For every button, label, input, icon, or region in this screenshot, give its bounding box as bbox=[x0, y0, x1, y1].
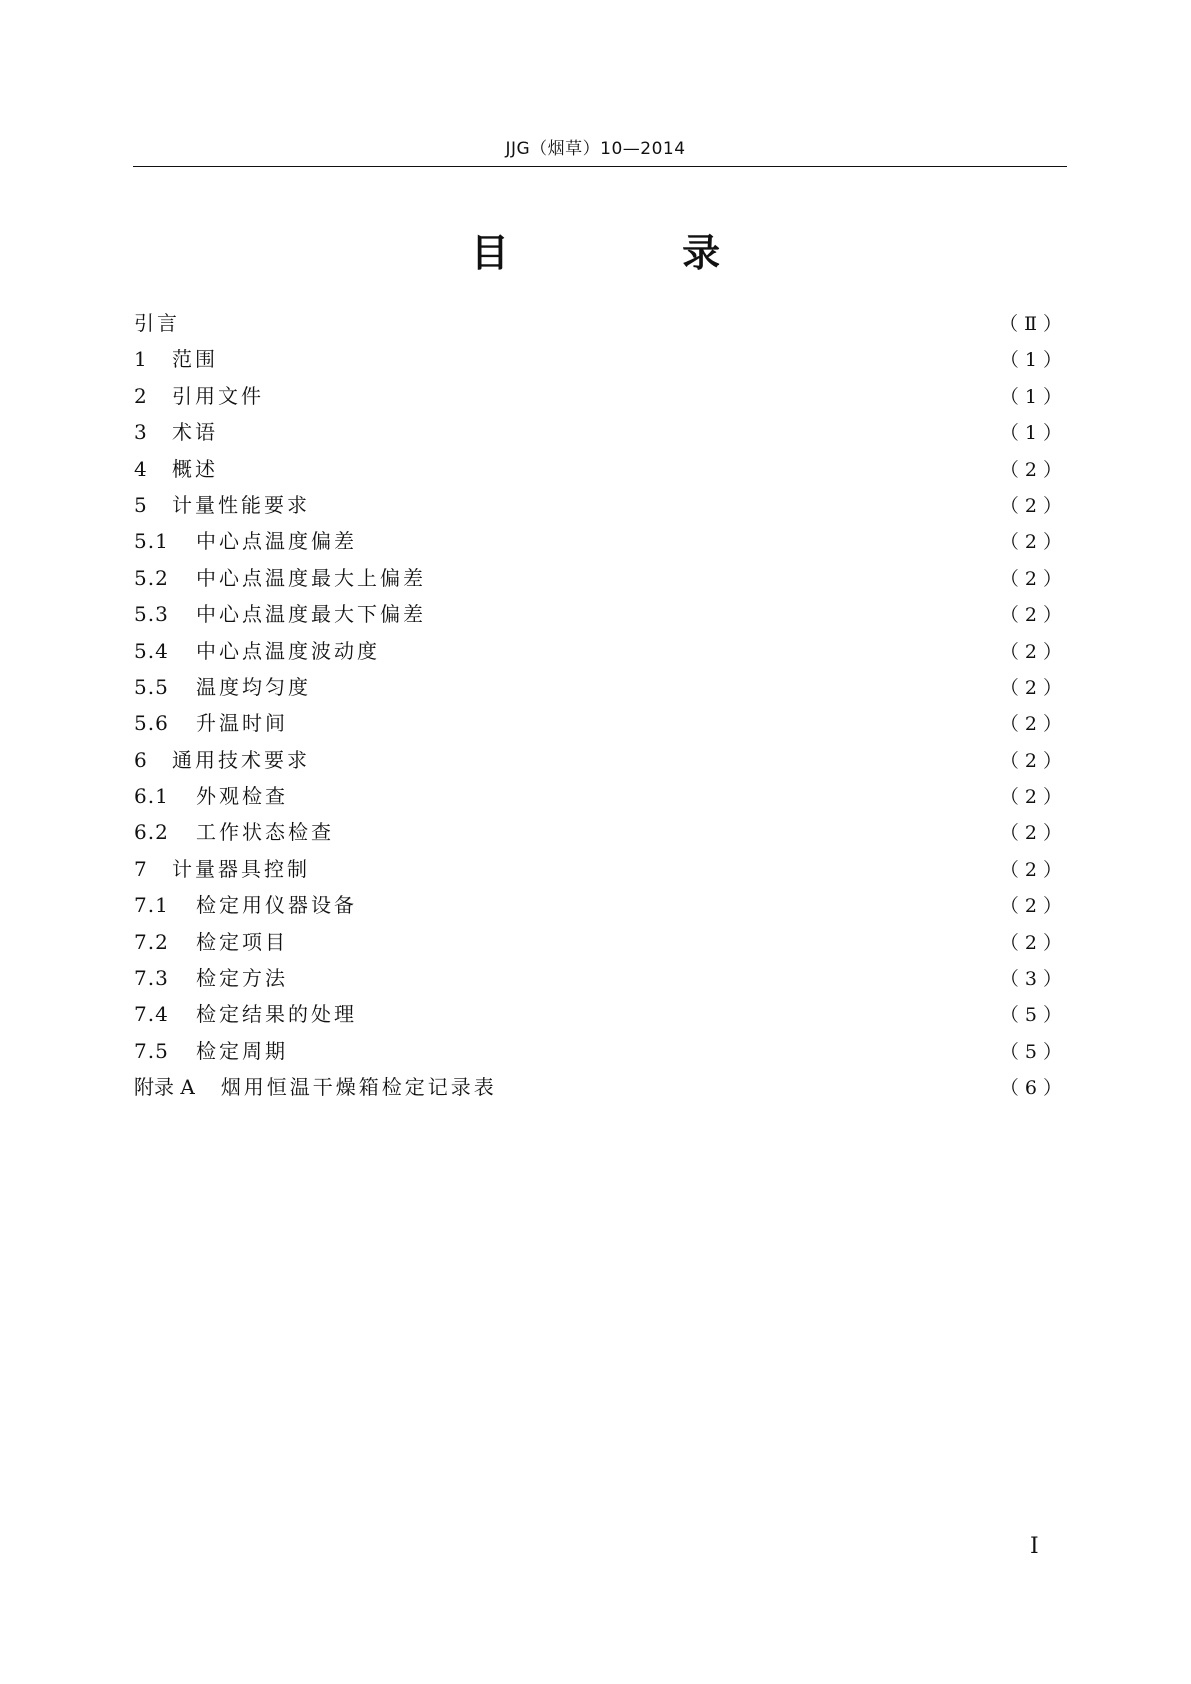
toc-entry[interactable] bbox=[134, 378, 1068, 414]
toc-entry-title: 中心点温度波动度 bbox=[196, 638, 380, 663]
toc-entry-title: 检定周期 bbox=[196, 1038, 288, 1063]
dot-leader bbox=[276, 385, 992, 405]
toc-entry[interactable] bbox=[134, 414, 1068, 450]
dot-leader bbox=[438, 603, 992, 623]
table-of-contents bbox=[134, 305, 1068, 1106]
toc-entry-number: 2 bbox=[134, 383, 148, 408]
toc-entry-title: 检定用仪器设备 bbox=[196, 893, 357, 918]
toc-entry[interactable] bbox=[134, 596, 1068, 632]
toc-entry-page: （2） bbox=[999, 458, 1068, 481]
dot-leader bbox=[300, 931, 992, 951]
toc-entry-title: 引用文件 bbox=[172, 383, 264, 408]
toc-entry-title: 检定方法 bbox=[196, 966, 288, 991]
toc-entry-number: 7 bbox=[134, 856, 148, 881]
toc-entry[interactable] bbox=[134, 814, 1068, 850]
dot-leader bbox=[322, 494, 992, 514]
dot-leader bbox=[369, 530, 992, 550]
dot-leader bbox=[300, 967, 992, 987]
dot-leader bbox=[300, 712, 992, 732]
toc-entry-page: （2） bbox=[999, 676, 1068, 699]
dot-leader bbox=[322, 749, 992, 769]
dot-leader bbox=[369, 894, 992, 914]
toc-entry-number: 5 bbox=[134, 492, 148, 517]
toc-entry-number: 附录 A bbox=[134, 1075, 195, 1100]
dot-leader bbox=[230, 458, 992, 478]
running-header bbox=[0, 134, 1191, 159]
toc-entry-number: 7.1 bbox=[134, 893, 169, 918]
toc-entry[interactable] bbox=[134, 523, 1068, 559]
toc-entry[interactable] bbox=[134, 851, 1068, 887]
dot-leader bbox=[192, 312, 991, 332]
toc-entry[interactable] bbox=[134, 996, 1068, 1032]
toc-entry-page: （1） bbox=[999, 422, 1068, 445]
dot-leader bbox=[230, 421, 992, 441]
toc-entry[interactable] bbox=[134, 305, 1068, 341]
toc-entry[interactable] bbox=[134, 924, 1068, 960]
toc-entry-title: 计量器具控制 bbox=[172, 856, 310, 881]
toc-entry-title: 通用技术要求 bbox=[172, 747, 310, 772]
dot-leader bbox=[300, 785, 992, 805]
toc-entry-number: 7.5 bbox=[134, 1038, 169, 1063]
toc-entry[interactable] bbox=[134, 341, 1068, 377]
toc-entry[interactable] bbox=[134, 778, 1068, 814]
toc-entry-title: 升温时间 bbox=[196, 711, 288, 736]
dot-leader bbox=[323, 676, 992, 696]
toc-entry-page: （2） bbox=[999, 822, 1068, 845]
toc-entry[interactable] bbox=[134, 960, 1068, 996]
toc-entry-title: 外观检查 bbox=[196, 784, 288, 809]
toc-entry-title: 中心点温度最大下偏差 bbox=[196, 602, 426, 627]
dot-leader bbox=[392, 640, 992, 660]
toc-entry-title: 计量性能要求 bbox=[172, 492, 310, 517]
toc-entry-page: （2） bbox=[999, 604, 1068, 627]
toc-entry[interactable] bbox=[134, 705, 1068, 741]
toc-entry[interactable] bbox=[134, 887, 1068, 923]
dot-leader bbox=[346, 821, 992, 841]
toc-entry-number: 5.2 bbox=[134, 565, 169, 590]
page-number: Ⅰ bbox=[1030, 1534, 1039, 1559]
toc-entry[interactable] bbox=[134, 669, 1068, 705]
toc-entry-number: 4 bbox=[134, 456, 148, 481]
toc-entry-page: （1） bbox=[999, 349, 1068, 372]
toc-entry-number: 5.3 bbox=[134, 602, 169, 627]
toc-entry-page: （2） bbox=[999, 640, 1068, 663]
toc-entry-number: 7.4 bbox=[134, 1002, 169, 1027]
toc-entry-title: 术语 bbox=[172, 420, 218, 445]
toc-entry-page: （2） bbox=[999, 786, 1068, 809]
toc-entry[interactable] bbox=[134, 487, 1068, 523]
dot-leader bbox=[322, 858, 992, 878]
toc-entry-page: （2） bbox=[999, 531, 1068, 554]
toc-entry-title: 概述 bbox=[172, 456, 218, 481]
toc-entry-number: 5.6 bbox=[134, 711, 169, 736]
toc-entry-number: 1 bbox=[134, 347, 148, 372]
dot-leader bbox=[509, 1076, 992, 1096]
toc-entry-page: （5） bbox=[999, 1040, 1068, 1063]
toc-entry-page: （1） bbox=[999, 385, 1068, 408]
toc-entry-title: 检定结果的处理 bbox=[196, 1002, 357, 1027]
standard-code: JJG（烟草）10—2014 bbox=[505, 139, 686, 159]
toc-entry-title: 引言 bbox=[134, 311, 180, 335]
toc-entry-number: 7.2 bbox=[134, 929, 169, 954]
toc-entry[interactable] bbox=[134, 1069, 1068, 1105]
toc-entry[interactable] bbox=[134, 451, 1068, 487]
toc-entry-page: （2） bbox=[999, 713, 1068, 736]
dot-leader bbox=[438, 567, 992, 587]
toc-entry-page: （2） bbox=[999, 931, 1068, 954]
toc-entry-page: （2） bbox=[999, 858, 1068, 881]
toc-entry-page: （3） bbox=[999, 968, 1068, 991]
toc-entry-title: 范围 bbox=[172, 347, 218, 372]
toc-entry[interactable] bbox=[134, 1033, 1068, 1069]
toc-entry[interactable] bbox=[134, 633, 1068, 669]
toc-entry-page: （Ⅱ） bbox=[999, 313, 1068, 335]
toc-entry-number: 5.4 bbox=[134, 638, 169, 663]
toc-entry-title: 检定项目 bbox=[196, 929, 288, 954]
toc-entry-title: 工作状态检查 bbox=[196, 820, 334, 845]
toc-entry-title: 温度均匀度 bbox=[196, 674, 311, 699]
toc-entry-number: 5.1 bbox=[134, 529, 169, 554]
toc-entry[interactable] bbox=[134, 742, 1068, 778]
header-rule bbox=[133, 166, 1067, 167]
toc-entry-page: （2） bbox=[999, 895, 1068, 918]
toc-entry-number: 7.3 bbox=[134, 966, 169, 991]
dot-leader bbox=[369, 1003, 992, 1023]
toc-entry-page: （2） bbox=[999, 494, 1068, 517]
toc-title: 目 录 bbox=[470, 231, 801, 275]
toc-entry-title: 中心点温度最大上偏差 bbox=[196, 565, 426, 590]
toc-entry-number: 6.1 bbox=[134, 784, 169, 809]
toc-entry-number: 5.5 bbox=[134, 674, 169, 699]
toc-entry-page: （2） bbox=[999, 567, 1068, 590]
toc-entry-title: 中心点温度偏差 bbox=[196, 529, 357, 554]
toc-entry-number: 6 bbox=[134, 747, 148, 772]
toc-entry-page: （2） bbox=[999, 749, 1068, 772]
toc-entry-number: 3 bbox=[134, 420, 148, 445]
dot-leader bbox=[230, 348, 992, 368]
dot-leader bbox=[300, 1040, 992, 1060]
toc-entry-page: （5） bbox=[999, 1004, 1068, 1027]
toc-entry-number: 6.2 bbox=[134, 820, 169, 845]
toc-entry-page: （6） bbox=[999, 1077, 1068, 1100]
toc-entry[interactable] bbox=[134, 560, 1068, 596]
toc-entry-title: 烟用恒温干燥箱检定记录表 bbox=[220, 1075, 497, 1100]
